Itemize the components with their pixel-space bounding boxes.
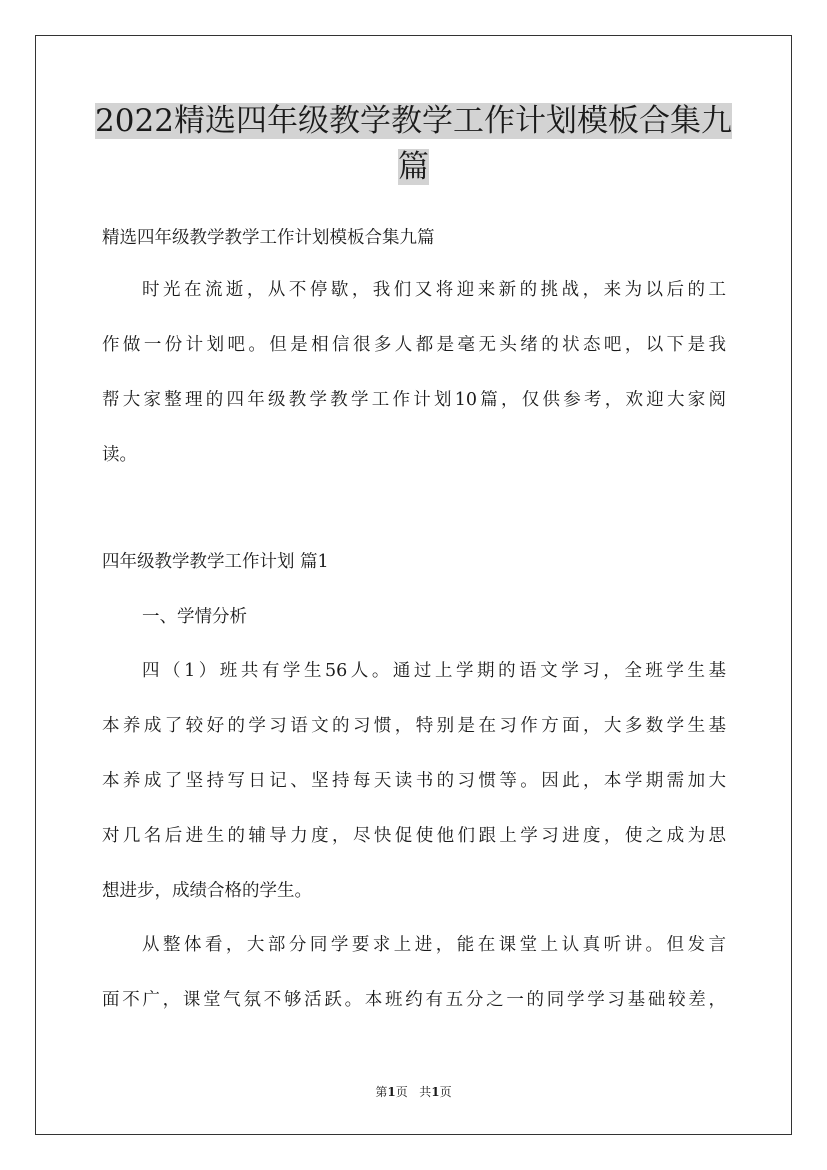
- intro-line-2: 作做一份计划吧。但是相信很多人都是毫无头绪的状态吧，以下是我: [102, 335, 726, 355]
- subsection-heading: 一、学情分析: [142, 607, 247, 627]
- footer-page-prefix: 第: [375, 1085, 388, 1099]
- footer-total-suffix: 页: [439, 1085, 452, 1099]
- intro-line-4: 读。: [102, 445, 137, 465]
- paragraph1-line-2: 本养成了较好的学习语文的习惯，特别是在习作方面，大多数学生基: [102, 716, 726, 736]
- intro-line-1: 时光在流逝，从不停歇，我们又将迎来新的挑战，来为以后的工: [142, 280, 726, 300]
- paragraph2-line-1: 从整体看，大部分同学要求上进，能在课堂上认真听讲。但发言: [142, 935, 726, 955]
- footer-page-number: 1: [387, 1085, 396, 1099]
- paragraph2-line-2: 面不广，课堂气氛不够活跃。本班约有五分之一的同学学习基础较差，: [102, 990, 726, 1010]
- document-subtitle: 精选四年级教学教学工作计划模板合集九篇: [102, 228, 435, 248]
- paragraph1-line-5: 想进步，成绩合格的学生。: [102, 881, 312, 901]
- paragraph1-line-4: 对几名后进生的辅导力度，尽快促使他们跟上学习进度，使之成为思: [102, 826, 726, 846]
- page-border: [35, 35, 792, 1135]
- paragraph1-line-1: 四（1）班共有学生56人。通过上学期的语文学习，全班学生基: [142, 661, 726, 681]
- paragraph1-line-3: 本养成了坚持写日记、坚持每天读书的习惯等。因此，本学期需加大: [102, 771, 726, 791]
- footer-total-prefix: 共: [419, 1085, 432, 1099]
- document-title-line-1: 2022精选四年级教学教学工作计划模板合集九: [95, 103, 732, 139]
- intro-line-3: 帮大家整理的四年级教学教学工作计划10篇，仅供参考，欢迎大家阅: [102, 390, 726, 410]
- section-heading: 四年级教学教学工作计划 篇1: [102, 552, 329, 572]
- document-title: [60, 98, 767, 190]
- footer-total-number: 1: [431, 1085, 440, 1099]
- footer-page-suffix: 页: [395, 1085, 408, 1099]
- page-footer: [0, 1084, 827, 1100]
- document-title-line-2: 篇: [398, 149, 429, 185]
